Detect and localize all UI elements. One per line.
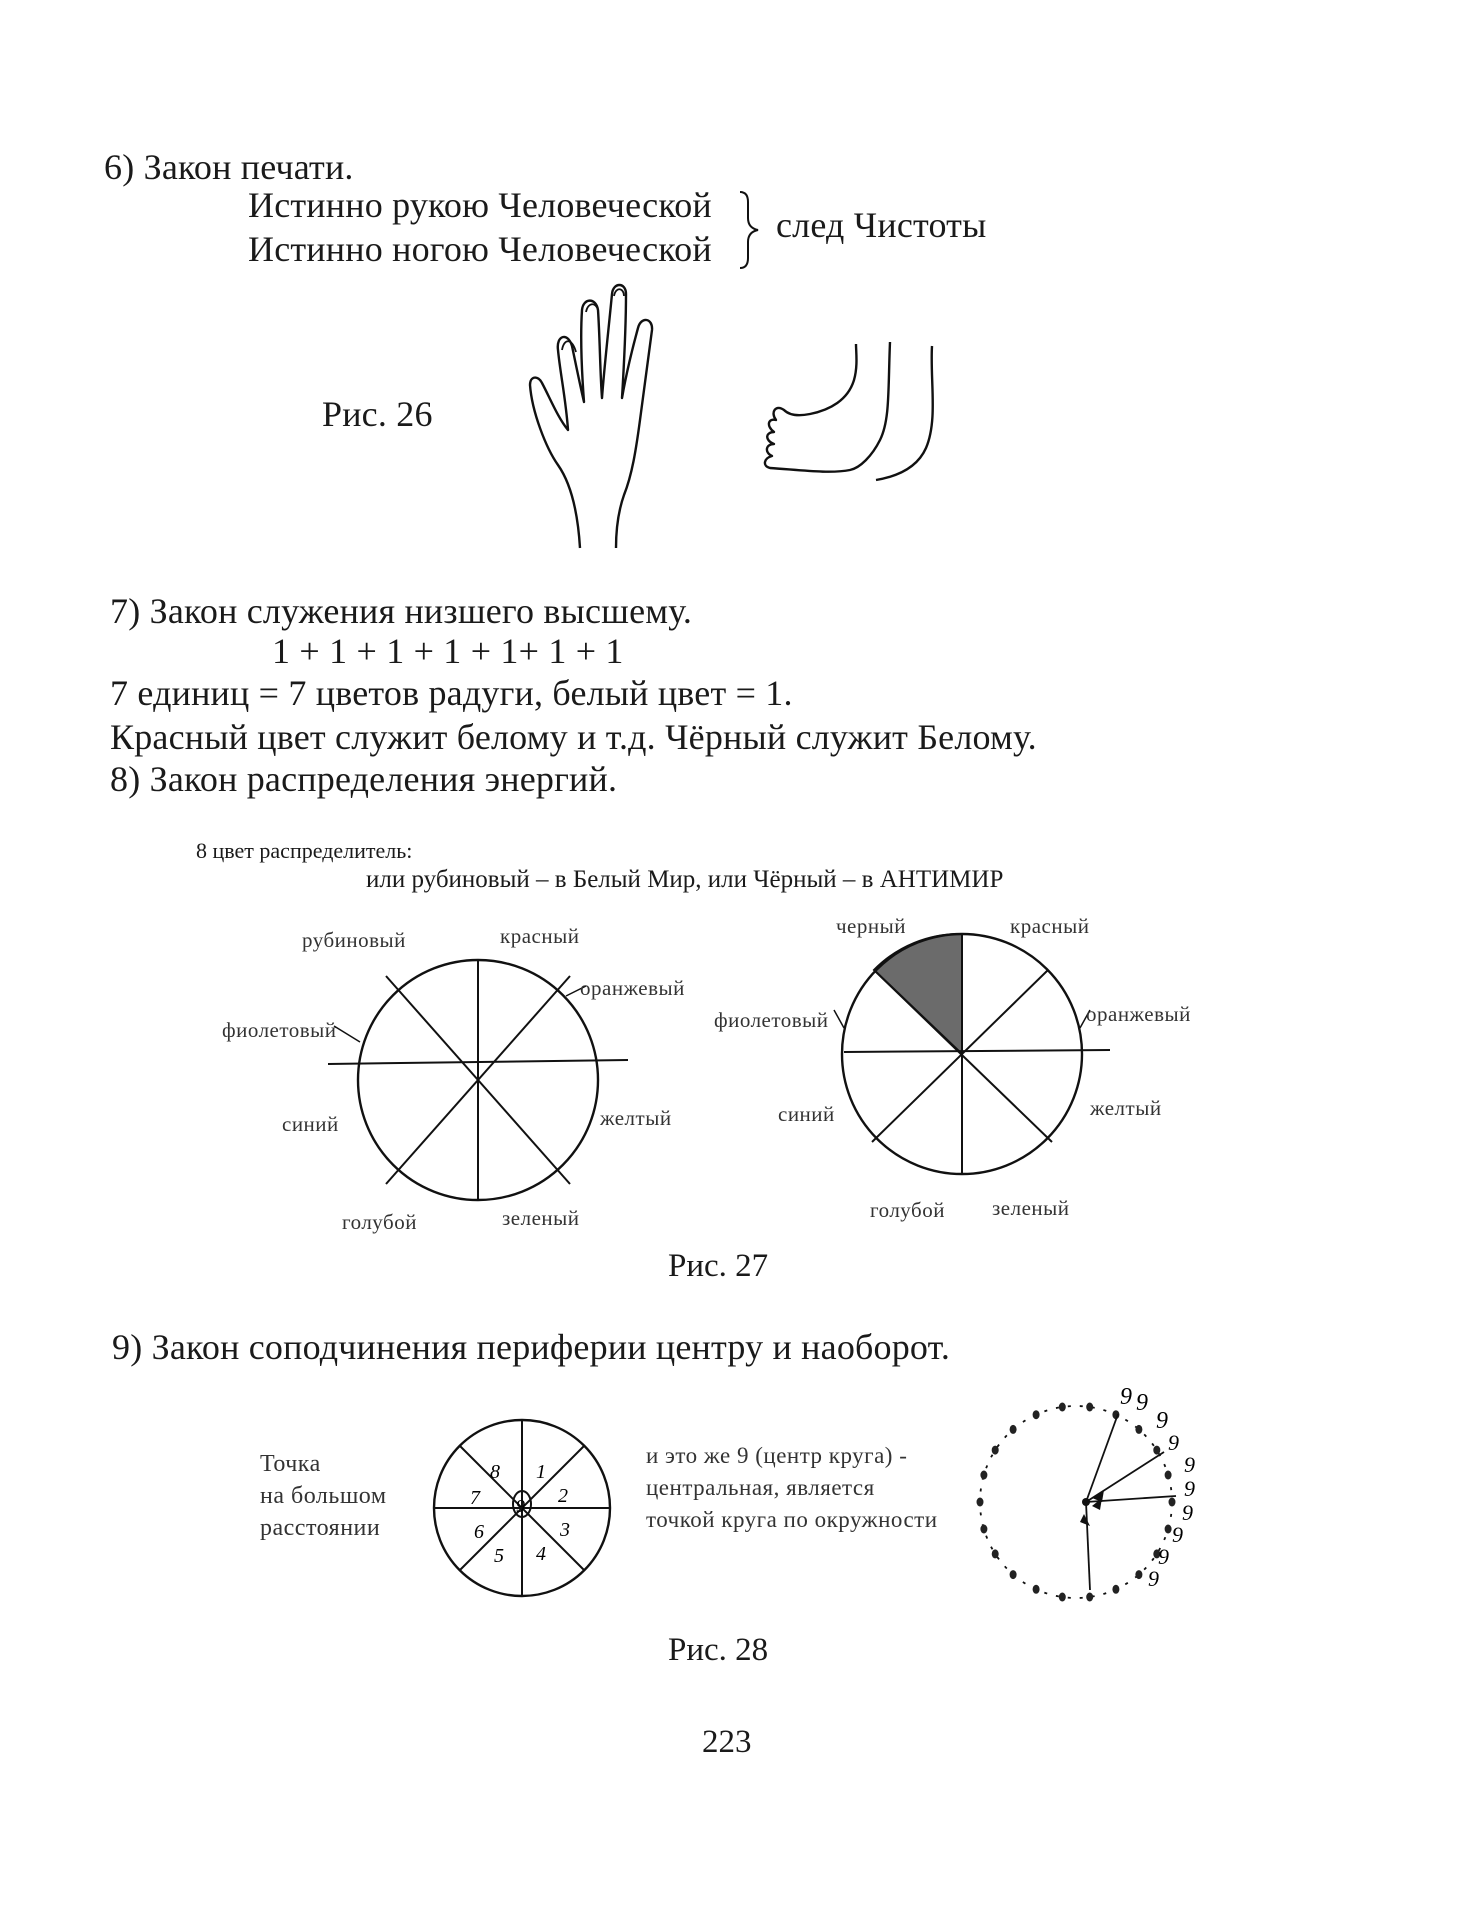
- left-label-green: зеленый: [502, 1206, 580, 1230]
- periphery-dot: [1059, 1593, 1066, 1602]
- sector-number: 6: [474, 1521, 484, 1543]
- nine-label: 9: [1168, 1430, 1179, 1455]
- periphery-dot: [1165, 1471, 1172, 1480]
- periphery-dot: [1135, 1425, 1142, 1434]
- law7-text1: 7 единиц = 7 цветов радуги, белый цвет = 1.: [110, 673, 793, 713]
- nine-label: 9: [1184, 1476, 1195, 1501]
- sector-number: 5: [494, 1545, 504, 1567]
- periphery-dot: [1010, 1570, 1017, 1579]
- left-label-blue: синий: [282, 1112, 339, 1136]
- mid-text-line: центральная, является: [646, 1475, 875, 1500]
- left-label-yellow: желтый: [600, 1106, 672, 1130]
- periphery-dot: [1112, 1585, 1119, 1594]
- nine-label: 9: [1172, 1522, 1183, 1547]
- left-text-line: Точка: [260, 1451, 321, 1477]
- right-label-lightblue: голубой: [870, 1198, 945, 1222]
- foot-drawing: [760, 340, 960, 520]
- periphery-dot: [1165, 1525, 1172, 1534]
- sector-number: 3: [560, 1519, 570, 1541]
- law9-mid-text: [646, 1440, 938, 1536]
- numbered-wheel: [428, 1414, 618, 1604]
- fig26-caption: Рис. 26: [322, 394, 433, 434]
- left-label-violet: фиолетовый: [222, 1018, 337, 1042]
- left-label-orange: оранжевый: [580, 976, 685, 1000]
- periphery-dot: [992, 1549, 999, 1558]
- sector-number: 1: [536, 1461, 546, 1483]
- law8-note1: 8 цвет распределитель:: [196, 838, 413, 863]
- periphery-dot: [1169, 1498, 1176, 1507]
- periphery-dot: [1010, 1425, 1017, 1434]
- nine-label: 9: [1158, 1544, 1169, 1569]
- periphery-dot: [1086, 1593, 1093, 1602]
- nine-label: 9: [1120, 1384, 1132, 1410]
- periphery-dot: [1153, 1446, 1160, 1455]
- law7-text2: Красный цвет служит белому и т.д. Чёрный служит Белому.: [110, 717, 1037, 757]
- sector-number: 2: [558, 1485, 568, 1507]
- law7-formula: 1 + 1 + 1 + 1 + 1+ 1 + 1: [272, 631, 624, 671]
- law6-line2: Истинно ногою Человеческой: [248, 229, 712, 269]
- nine-label: 9: [1136, 1390, 1148, 1416]
- right-label-yellow: желтый: [1090, 1096, 1162, 1120]
- right-label-violet: фиолетовый: [714, 1008, 829, 1032]
- fig28-caption: Рис. 28: [668, 1632, 769, 1668]
- right-color-wheel: [814, 918, 1114, 1218]
- sector-number: 8: [490, 1461, 500, 1483]
- right-label-red: красный: [1010, 914, 1090, 938]
- sector-number: 7: [470, 1487, 480, 1509]
- right-label-black: черный: [836, 914, 906, 938]
- law6-result: след Чистоты: [776, 205, 987, 245]
- page-number: 223: [702, 1724, 752, 1760]
- periphery-dot: [1135, 1570, 1142, 1579]
- sector-number: 4: [536, 1543, 546, 1565]
- curly-brace: [736, 190, 766, 270]
- nine-label: 9: [1182, 1500, 1193, 1525]
- nine-label: 9: [1184, 1452, 1195, 1477]
- nine-label: 9: [1156, 1408, 1168, 1434]
- periphery-dots: [977, 1403, 1176, 1602]
- law8-heading: 8) Закон распределения энергий.: [110, 759, 618, 799]
- periphery-dot: [1033, 1410, 1040, 1419]
- law8-note2: или рубиновый – в Белый Мир, или Чёрный – в АНТИМИР: [366, 866, 1004, 893]
- left-label-rubin: рубиновый: [302, 928, 406, 952]
- left-label-red: красный: [500, 924, 580, 948]
- dotted-ring: [980, 1406, 1172, 1598]
- periphery-dot: [1059, 1403, 1066, 1412]
- periphery-dot: [980, 1471, 987, 1480]
- mid-text-line: и это же 9 (центр круга) -: [646, 1443, 908, 1468]
- nine-label: 9: [1148, 1566, 1159, 1591]
- hand-drawing: [520, 280, 710, 550]
- periphery-dot: [992, 1446, 999, 1455]
- fig27-caption: Рис. 27: [668, 1248, 769, 1284]
- periphery-dot: [1033, 1585, 1040, 1594]
- right-label-orange: оранжевый: [1086, 1002, 1191, 1026]
- center-number: 9: [516, 1496, 525, 1516]
- mid-text-line: точкой круга по окружности: [646, 1507, 938, 1532]
- right-label-blue: синий: [778, 1102, 835, 1126]
- law6-line1: Истинно рукою Человеческой: [248, 185, 712, 225]
- periphery-dot: [1086, 1403, 1093, 1412]
- law9-left-text: [260, 1448, 387, 1544]
- left-label-lightblue: голубой: [342, 1210, 417, 1234]
- periphery-dot: [980, 1525, 987, 1534]
- right-label-green: зеленый: [992, 1196, 1070, 1220]
- dotted-circle: [968, 1384, 1195, 1606]
- periphery-dot: [977, 1498, 984, 1507]
- law9-heading: 9) Закон соподчинения периферии центру и наоборот.: [112, 1327, 951, 1367]
- left-text-line: расстоянии: [260, 1515, 381, 1541]
- law7-heading: 7) Закон служения низшего высшему.: [110, 591, 693, 631]
- left-text-line: на большом: [260, 1483, 387, 1509]
- law6-heading: 6) Закон печати.: [104, 147, 354, 187]
